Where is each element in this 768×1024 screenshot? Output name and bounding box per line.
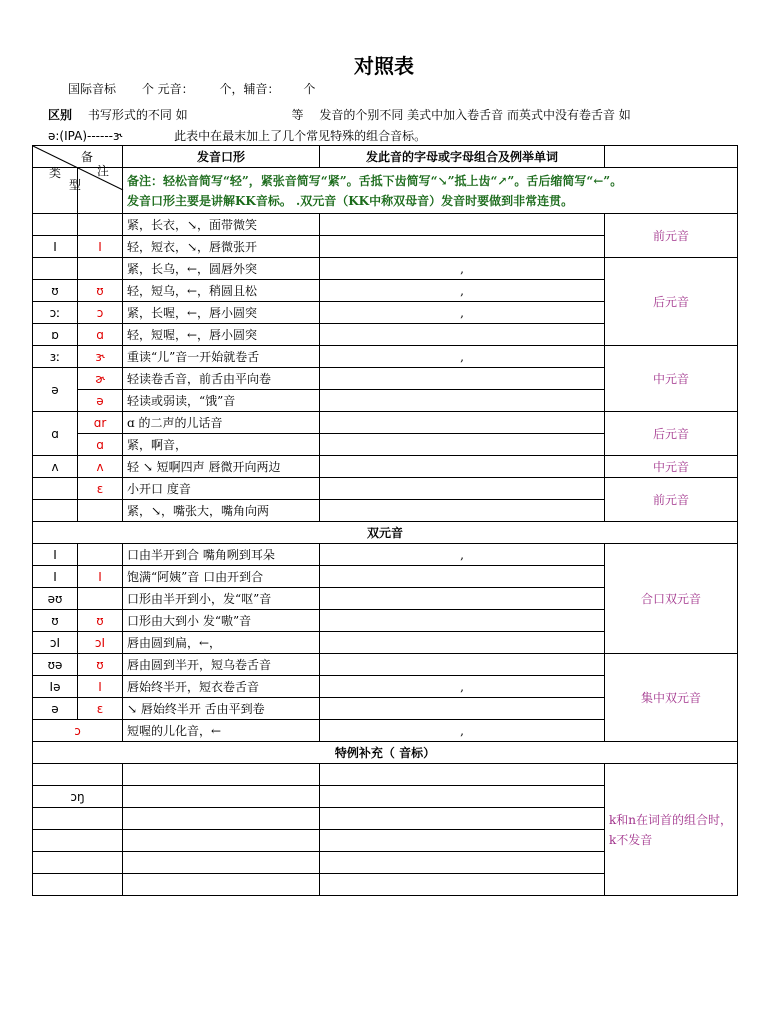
ipa-cell: I <box>33 544 78 566</box>
shape-cell: 轻 ↘ 短啊四声 唇微开向两边 <box>123 456 320 478</box>
kk-cell: ʊ <box>78 610 123 632</box>
special-ipa-empty <box>33 830 123 852</box>
shape-cell <box>123 852 320 874</box>
shape-cell: 紧，长衣，↘，面带微笑 <box>123 214 320 236</box>
shape-cell: 小开口 度音 <box>123 478 320 500</box>
intro-extra-note: 此表中在最末加上了几个常见特殊的组合音标。 <box>174 129 427 143</box>
special-note: k和n在词首的组合时，k不发音 <box>605 764 738 896</box>
diagonal-header <box>33 146 123 192</box>
example-cell <box>320 412 605 434</box>
example-cell <box>320 874 605 896</box>
example-cell <box>320 588 605 610</box>
type-central-vowel-2: 中元音 <box>605 456 738 478</box>
example-cell <box>320 390 605 412</box>
kk-cell: I <box>78 676 123 698</box>
shape-cell <box>123 808 320 830</box>
kk-cell: ɑ <box>78 434 123 456</box>
intro-ipa-label: 国际音标 <box>68 82 117 96</box>
intro-line-3 <box>48 127 426 144</box>
shape-cell: ɑ 的二声的儿话音 <box>123 412 320 434</box>
intro-etc: 等 <box>291 108 304 122</box>
shape-cell: 紧，长喔，←，唇小圆突 <box>123 302 320 324</box>
shape-cell: 轻，短喔，←，唇小圆突 <box>123 324 320 346</box>
example-cell <box>320 698 605 720</box>
intro-line-2 <box>48 106 631 123</box>
ipa-cell: ɜː <box>33 346 78 368</box>
kk-cell: ɔ <box>78 302 123 324</box>
example-cell <box>320 456 605 478</box>
ipa-cell: əʊ <box>33 588 78 610</box>
kk-cell: ɔI <box>78 632 123 654</box>
shape-cell: 轻读或弱读，“饿”音 <box>123 390 320 412</box>
example-cell <box>320 786 605 808</box>
special-ipa: ɔŋ <box>33 786 123 808</box>
shape-cell: 重读“儿”音一开始就卷舌 <box>123 346 320 368</box>
example-cell <box>320 852 605 874</box>
example-cell <box>320 830 605 852</box>
ipa-cell: ʊ <box>33 610 78 632</box>
shape-cell: 口形由大到小 发“嗷”音 <box>123 610 320 632</box>
type-central-vowel: 中元音 <box>605 346 738 412</box>
type-centering-diphthong: 集中双元音 <box>605 654 738 742</box>
intro-ipa-example: ə:(IPA)------ɝ <box>48 129 123 143</box>
note-row <box>33 168 738 214</box>
ipa-cell: ɔI <box>33 632 78 654</box>
table-row <box>33 412 738 434</box>
shape-cell: 紧，长乌，←，圆唇外突 <box>123 258 320 280</box>
type-back-vowel: 后元音 <box>605 258 738 346</box>
kk-cell <box>78 588 123 610</box>
special-ipa-empty <box>33 852 123 874</box>
ipa-cell: ʊ <box>33 280 78 302</box>
shape-cell: 唇始终半开，短衣卷舌音 <box>123 676 320 698</box>
example-cell <box>320 764 605 786</box>
diphthong-section-title: 双元音 <box>33 522 738 544</box>
shape-cell: 唇由圆到扁，←， <box>123 632 320 654</box>
note-line-2: 发音口形主要是讲解KK音标。 .双元音（KK中称双母音）发音时要做到非常连贯。 <box>127 193 574 208</box>
kk-cell: ɛ <box>78 478 123 500</box>
ipa-cell <box>33 214 78 236</box>
kk-cell: ɑr <box>78 412 123 434</box>
ipa-cell: ɒ <box>33 324 78 346</box>
kk-cell: I <box>78 566 123 588</box>
intro-unit: 个 <box>303 82 316 96</box>
ipa-cell <box>33 500 78 522</box>
note-line-1: 备注：轻松音简写“轻”，紧张音简写“紧”。舌抵下齿简写“↘”抵上齿“↗”。舌后缩简写“←”。 <box>127 173 623 188</box>
example-cell <box>320 610 605 632</box>
special-section-row <box>33 742 738 764</box>
kk-cell: ʌ <box>78 456 123 478</box>
kk-cell <box>78 544 123 566</box>
intro-vowel-count: 个 元音： <box>141 82 194 96</box>
diag-top-2: 注 <box>97 164 110 178</box>
example-cell: , <box>320 676 605 698</box>
shape-cell: 紧，↘，嘴张大，嘴角向两 <box>123 500 320 522</box>
header-row <box>33 146 738 168</box>
table-row <box>33 258 738 280</box>
special-ipa-empty <box>33 874 123 896</box>
intro-line-1 <box>68 80 315 97</box>
example-cell <box>320 500 605 522</box>
ipa-cell <box>33 478 78 500</box>
example-cell: , <box>320 258 605 280</box>
shape-cell: 唇由圆到半开，短乌卷舌音 <box>123 654 320 676</box>
diag-bottom-2: 型 <box>69 178 82 192</box>
example-cell <box>320 368 605 390</box>
intro-writing-diff: 书写形式的不同 如 <box>87 108 188 122</box>
col-shape-header: 发音口形 <box>123 146 320 168</box>
phonetic-table <box>32 145 738 896</box>
ipa-cell: ɔː <box>33 302 78 324</box>
ipa-cell: ʊə <box>33 654 78 676</box>
example-cell <box>320 808 605 830</box>
shape-cell <box>123 874 320 896</box>
shape-cell <box>123 786 320 808</box>
table-row <box>33 764 738 786</box>
kk-cell: ɑ <box>78 324 123 346</box>
diphthong-section-row <box>33 522 738 544</box>
ipa-cell: ɑ <box>33 412 78 456</box>
shape-cell: 短喔的儿化音，← <box>123 720 320 742</box>
ipa-cell <box>33 258 78 280</box>
ipa-cell: ʌ <box>33 456 78 478</box>
type-closing-diphthong: 合口双元音 <box>605 544 738 654</box>
kk-cell: ɚ <box>78 368 123 390</box>
special-section-title: 特例补充（ 音标） <box>33 742 738 764</box>
example-cell <box>320 478 605 500</box>
example-cell: , <box>320 346 605 368</box>
shape-cell: 口形由半开到小，发“呕”音 <box>123 588 320 610</box>
type-front-vowel: 前元音 <box>605 214 738 258</box>
example-cell: , <box>320 720 605 742</box>
col-letters-header: 发此音的字母或字母组合及例举单词 <box>320 146 605 168</box>
table-row <box>33 654 738 676</box>
example-cell <box>320 566 605 588</box>
type-back-vowel-2: 后元音 <box>605 412 738 456</box>
example-cell: , <box>320 302 605 324</box>
example-cell: , <box>320 544 605 566</box>
table-row <box>33 346 738 368</box>
kk-cell: ə <box>78 390 123 412</box>
shape-cell: 轻，短衣，↘，唇微张开 <box>123 236 320 258</box>
shape-cell: 饱满“阿姨”音 口由开到合 <box>123 566 320 588</box>
example-cell <box>320 654 605 676</box>
shape-cell: 轻，短乌，←，稍圆且松 <box>123 280 320 302</box>
table-row <box>33 544 738 566</box>
diag-bottom-1: 类 <box>49 166 62 180</box>
note-cell <box>123 168 738 214</box>
intro-difference-label: 区别 <box>48 108 73 122</box>
table-row <box>33 214 738 236</box>
table-row <box>33 456 738 478</box>
type-front-vowel-2: 前元音 <box>605 478 738 522</box>
shape-cell: 口由半开到合 嘴角咧到耳朵 <box>123 544 320 566</box>
shape-cell: 紧，啊音， <box>123 434 320 456</box>
diag-top-1: 备 <box>81 150 94 164</box>
shape-cell <box>123 830 320 852</box>
intro-consonant-count: 个，辅音： <box>219 82 280 96</box>
special-ipa-empty <box>33 808 123 830</box>
kk-cell: I <box>78 236 123 258</box>
kk-cell: ʊ <box>78 280 123 302</box>
ipa-cell: ə <box>33 698 78 720</box>
example-cell <box>320 632 605 654</box>
special-ipa-empty <box>33 764 123 786</box>
ipa-cell: I <box>33 236 78 258</box>
example-cell <box>320 324 605 346</box>
kk-cell: ʊ <box>78 654 123 676</box>
shape-cell: 轻读卷舌音，前舌由平向卷 <box>123 368 320 390</box>
table-row <box>33 478 738 500</box>
page-title: 对照表 <box>354 54 414 78</box>
kk-cell <box>78 500 123 522</box>
example-cell: , <box>320 280 605 302</box>
example-cell <box>320 434 605 456</box>
ipa-cell: Iə <box>33 676 78 698</box>
kk-cell: ɛ <box>78 698 123 720</box>
kk-cell <box>78 214 123 236</box>
kk-cell <box>78 258 123 280</box>
intro-pronunciation-diff: 发音的个别不同 美式中加入卷舌音 而英式中没有卷舌音 如 <box>319 108 631 122</box>
kk-cell: ɝ <box>78 346 123 368</box>
col-type-header <box>605 146 738 168</box>
kk-cell: ɔ <box>33 720 123 742</box>
shape-cell: ↘ 唇始终半开 舌由平到卷 <box>123 698 320 720</box>
ipa-cell: I <box>33 566 78 588</box>
example-cell <box>320 236 605 258</box>
example-cell <box>320 214 605 236</box>
shape-cell <box>123 764 320 786</box>
ipa-cell: ə <box>33 368 78 412</box>
